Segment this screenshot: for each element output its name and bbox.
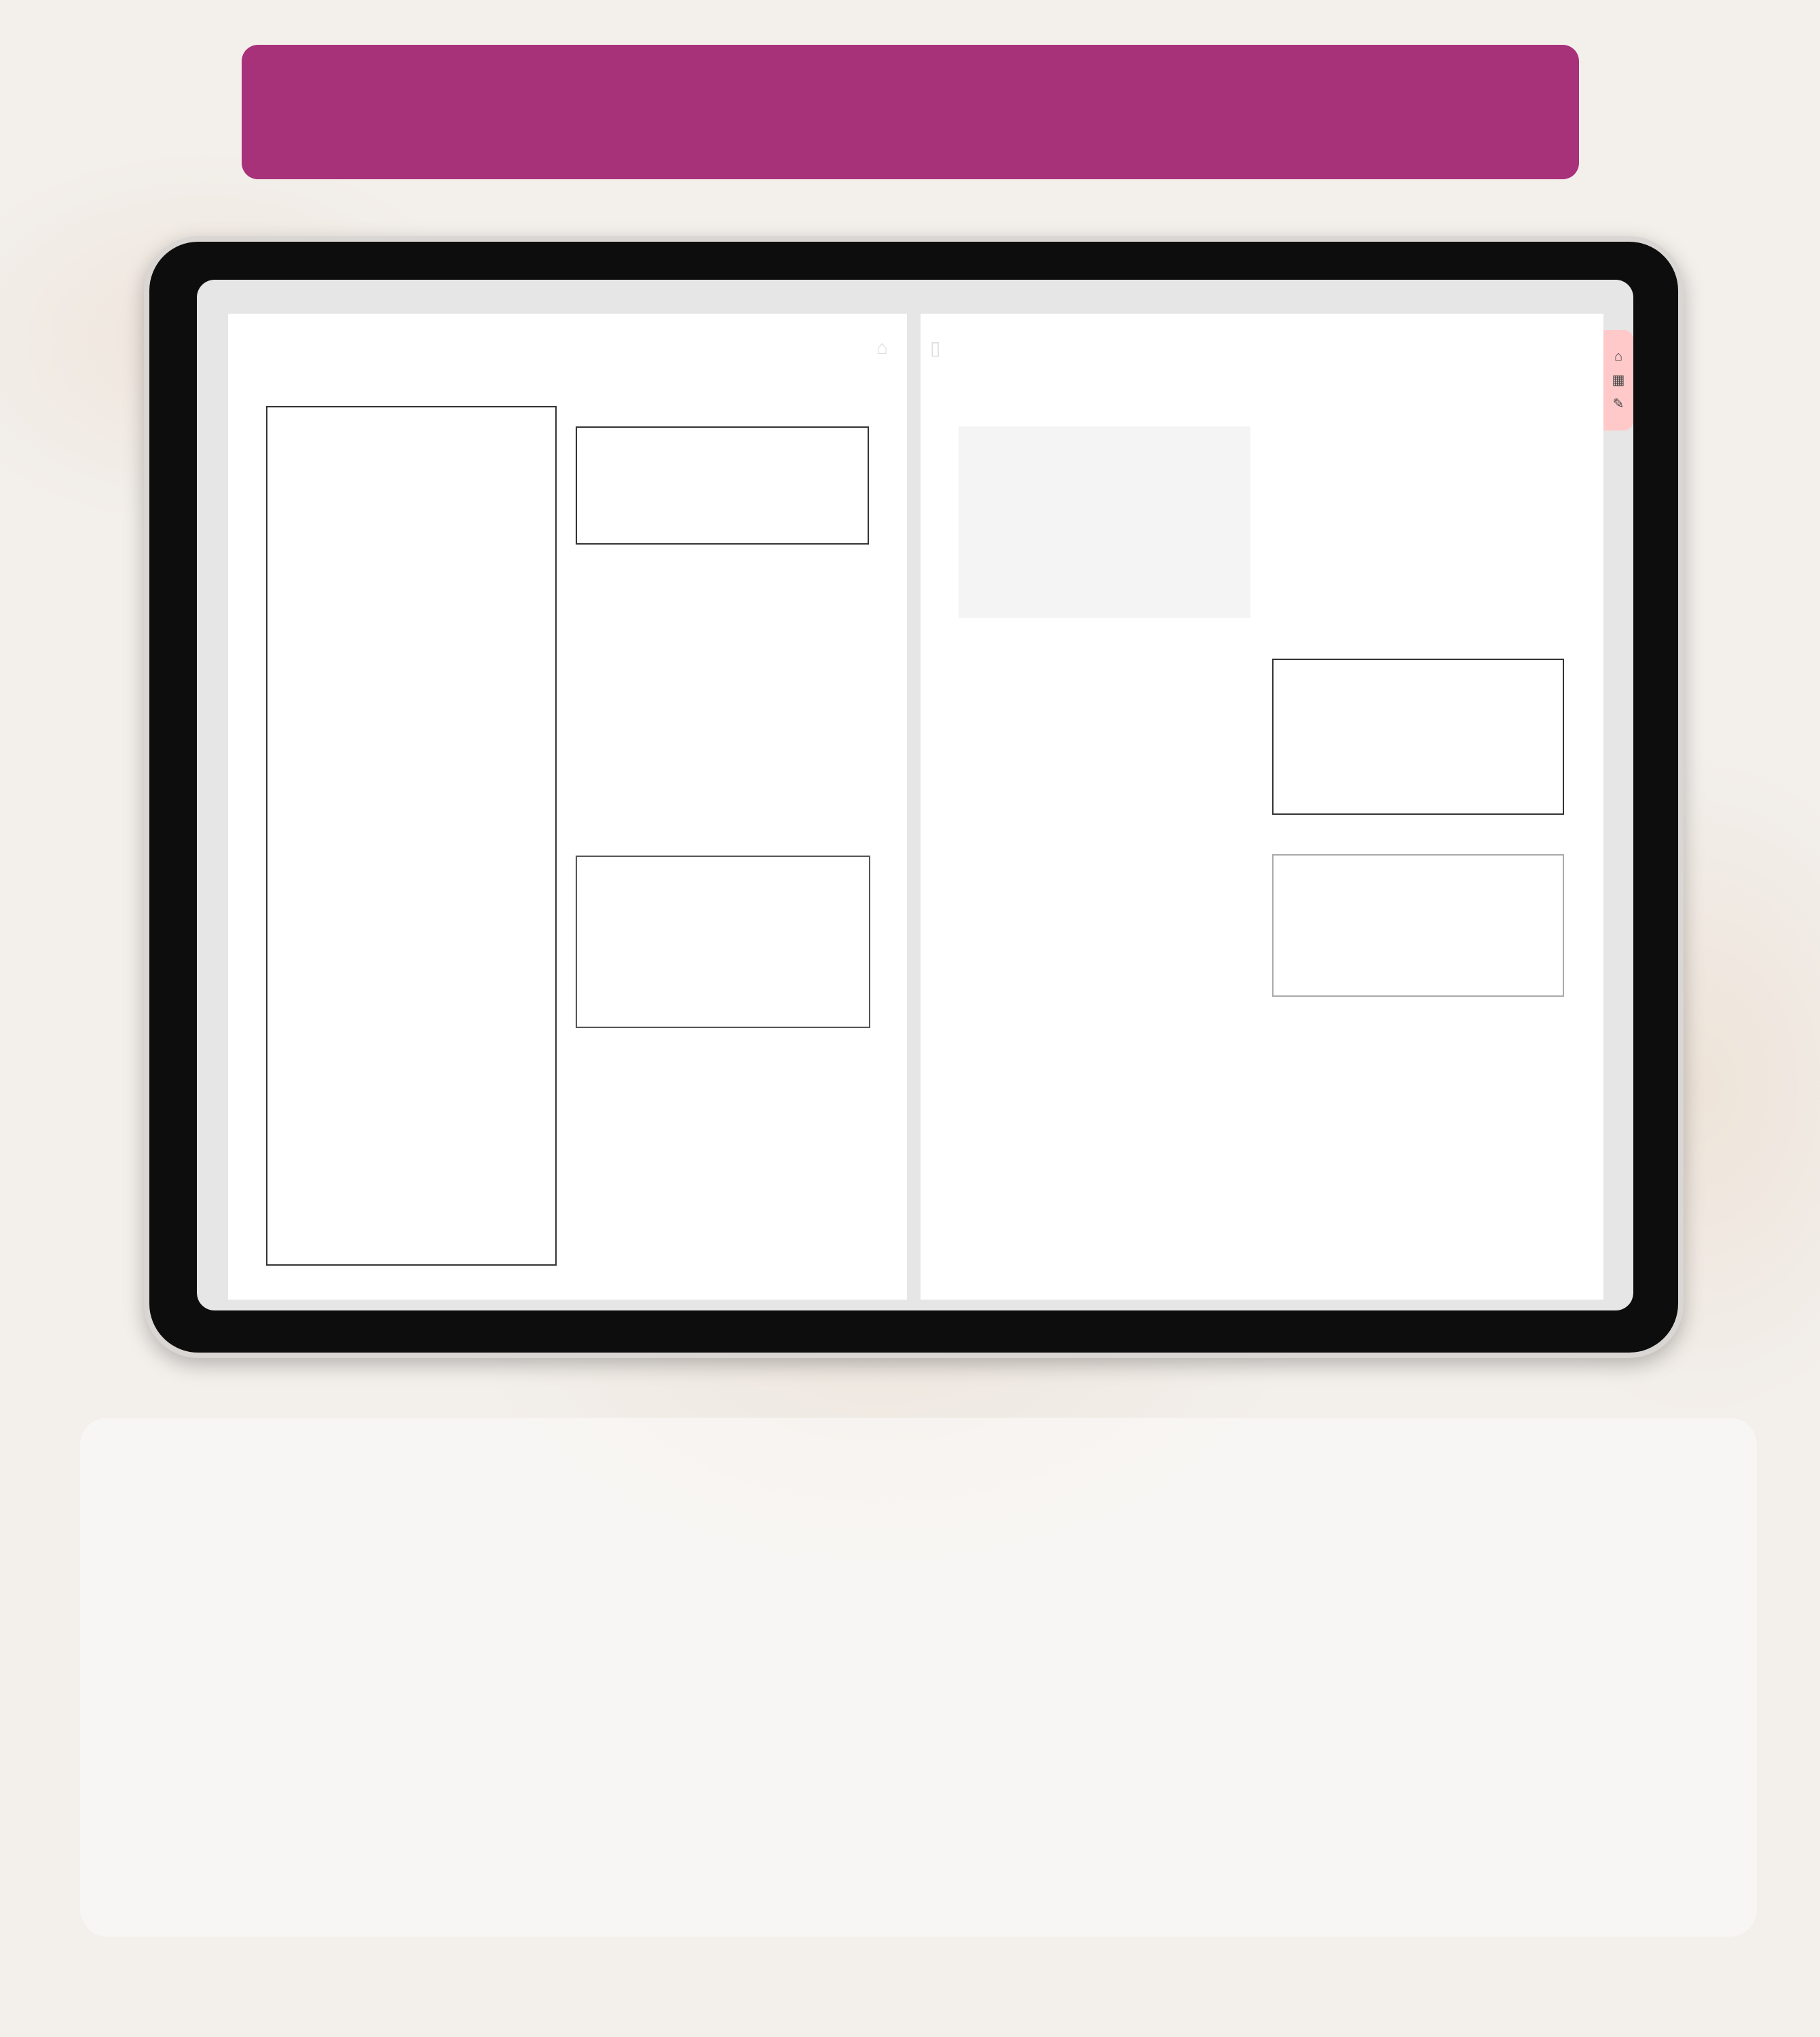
home-nav-icon[interactable]: ⌂ bbox=[1614, 348, 1623, 364]
calendar-nav-icon[interactable]: ▦ bbox=[1612, 372, 1625, 388]
description-panel bbox=[80, 1418, 1757, 1937]
mini-calendar bbox=[1274, 1010, 1565, 1023]
left-page bbox=[228, 314, 907, 1300]
top-priorities-box bbox=[576, 426, 869, 545]
quick-nav-tab[interactable] bbox=[1603, 330, 1633, 430]
tracker-grid bbox=[576, 856, 870, 1028]
best-memories-box[interactable] bbox=[1272, 659, 1564, 815]
tablet-screen bbox=[197, 280, 1633, 1310]
title-banner bbox=[242, 45, 1579, 179]
document-icon[interactable]: ▯ bbox=[930, 337, 941, 359]
days-column bbox=[266, 406, 557, 1266]
home-icon[interactable]: ⌂ bbox=[876, 337, 888, 358]
accomplishments-box[interactable] bbox=[959, 426, 1250, 618]
tracker-lines bbox=[577, 857, 869, 1027]
improve-box[interactable] bbox=[1272, 854, 1564, 997]
tablet-frame bbox=[144, 236, 1684, 1358]
notes-nav-icon[interactable]: ✎ bbox=[1612, 396, 1624, 411]
right-page bbox=[921, 314, 1603, 1300]
